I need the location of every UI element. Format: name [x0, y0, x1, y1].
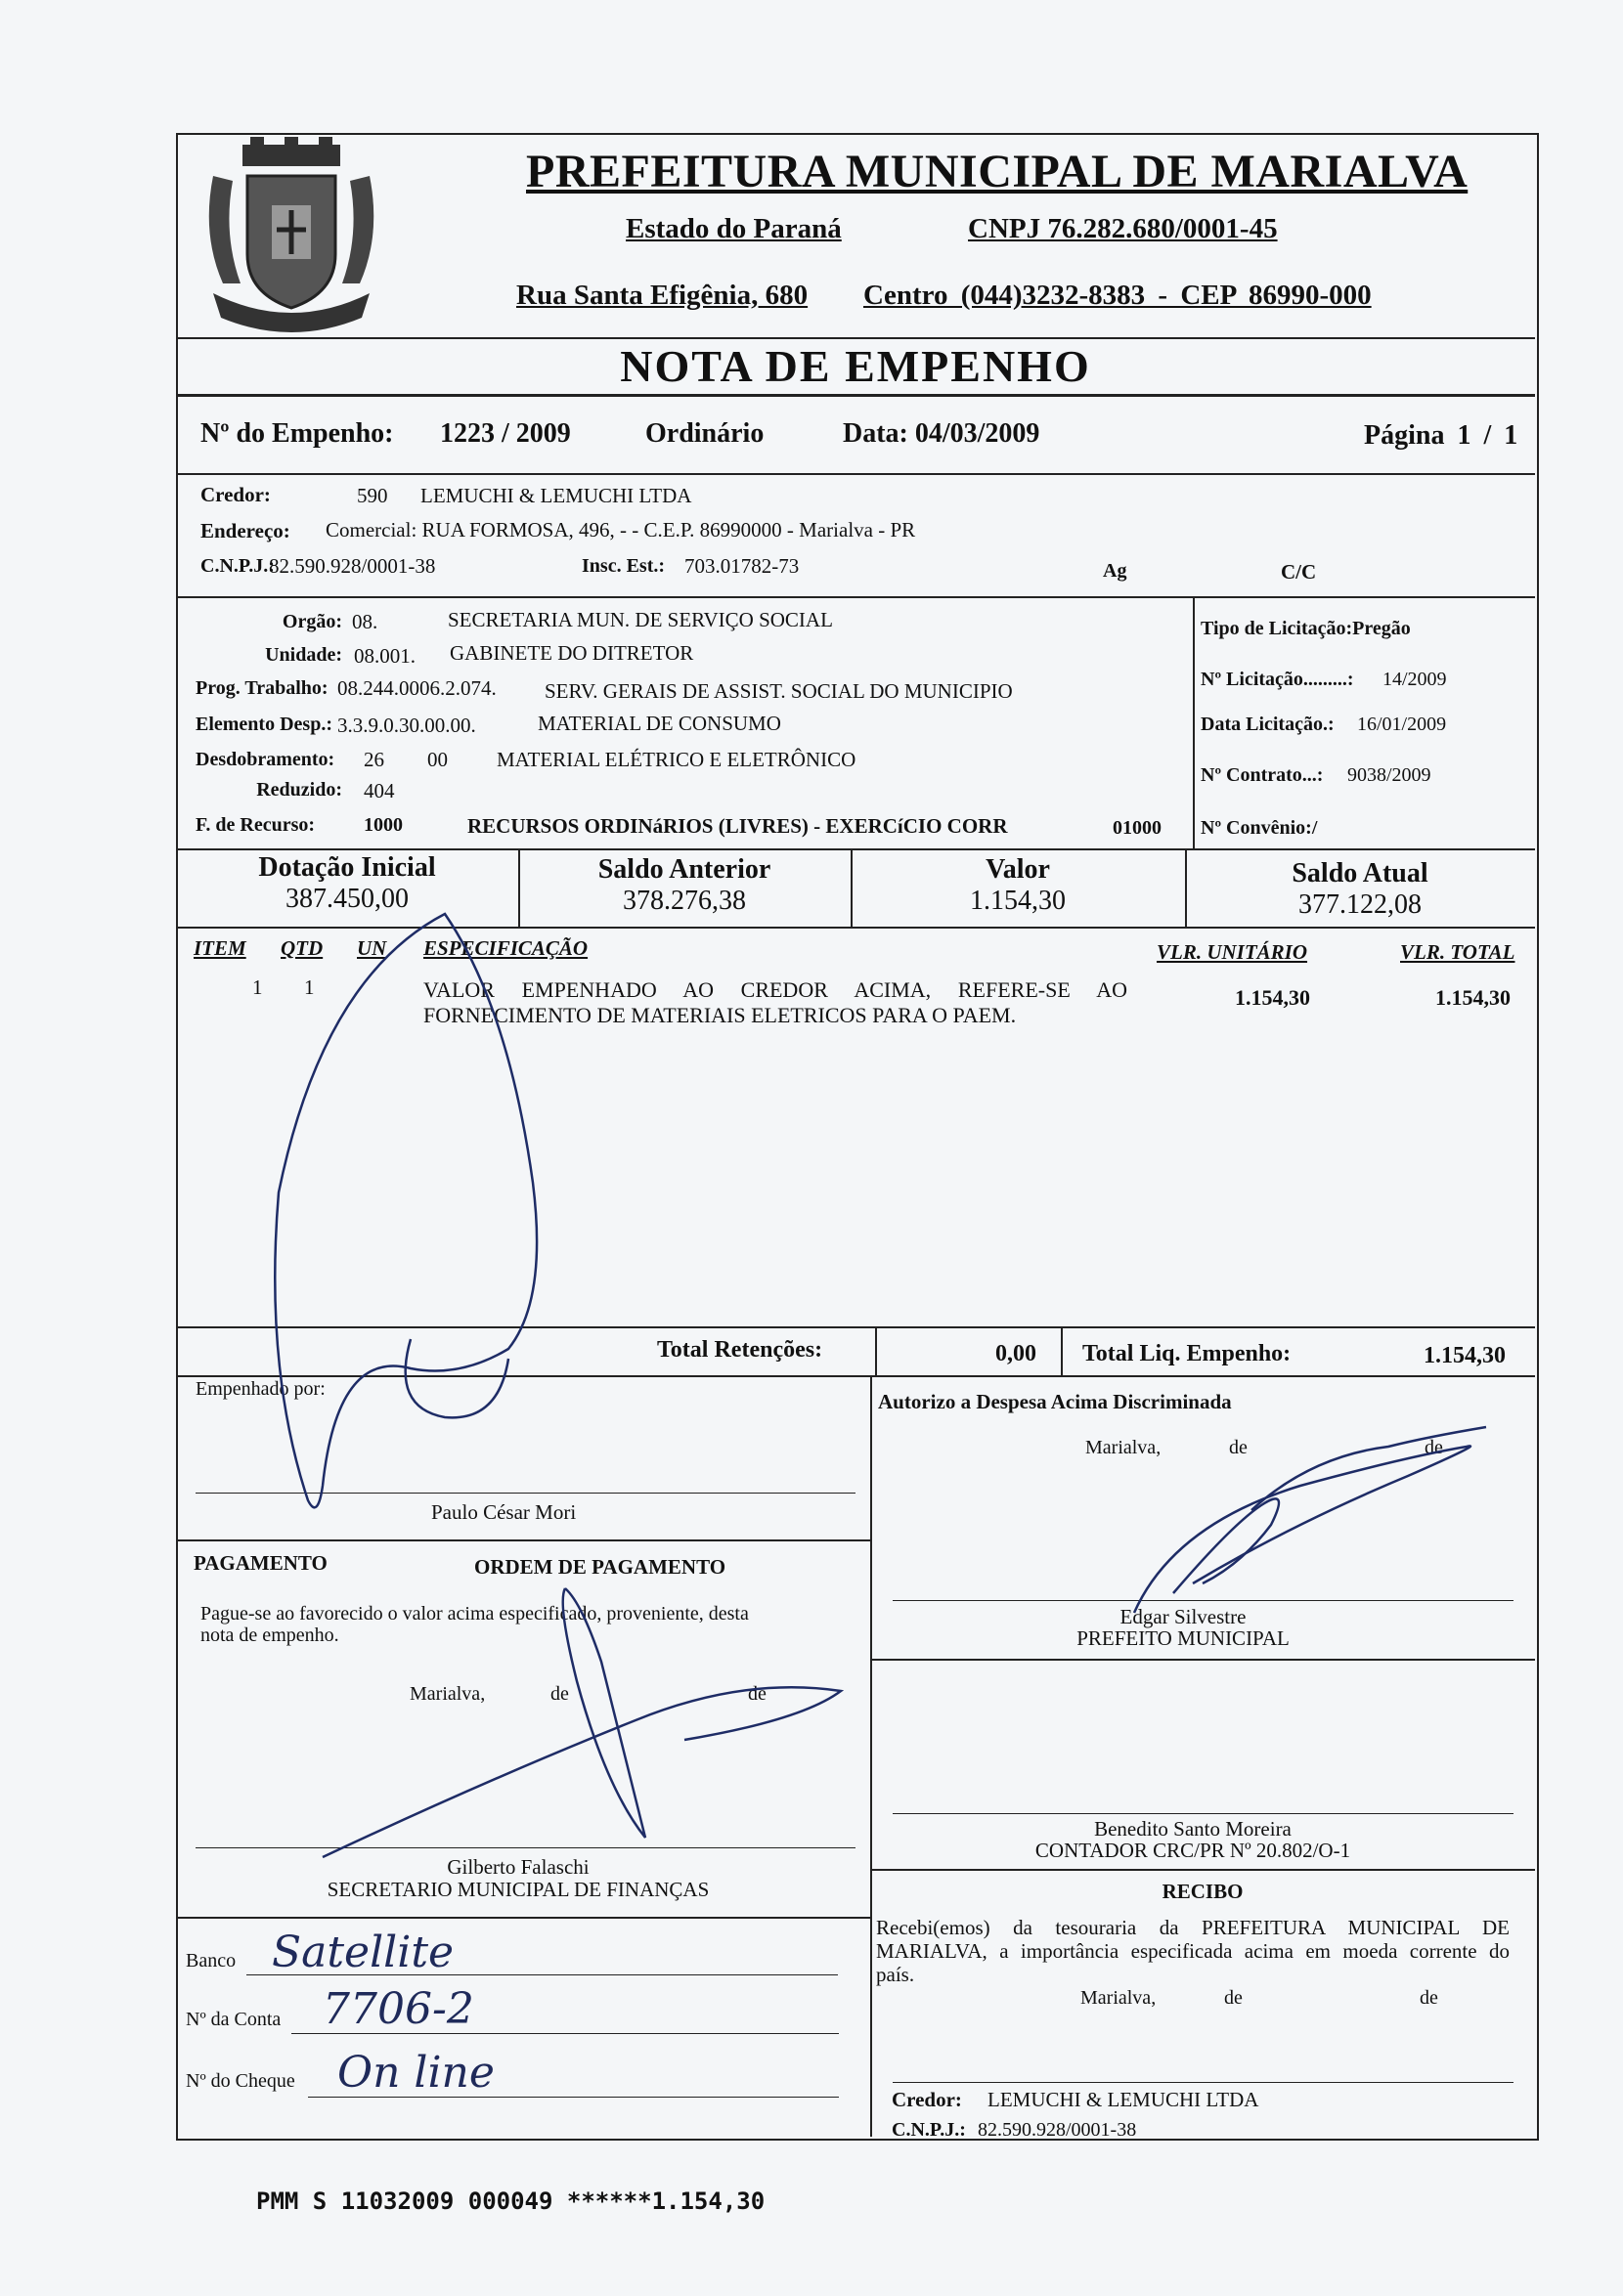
ag-label: Ag — [1103, 560, 1127, 582]
elemento-label: Elemento Desp.: — [196, 714, 332, 735]
dotacao-inicial: 387.450,00 — [285, 884, 409, 914]
col-unit-header: VLR. UNITÁRIO — [1157, 940, 1308, 964]
valor-label: Valor — [986, 854, 1050, 885]
credor-label: Credor: — [200, 483, 271, 506]
elemento-code: 3.3.9.0.30.00.00. — [337, 714, 476, 737]
item-qtd: 1 — [304, 975, 315, 999]
empenho-type: Ordinário — [645, 418, 765, 449]
recibo-text3: país. — [876, 1963, 915, 1986]
desdobramento-code2: 00 — [427, 748, 448, 771]
saldo-atual: 377.122,08 — [1298, 889, 1422, 920]
empenho-date: Data: 04/03/2009 — [843, 418, 1040, 449]
autorizo-cargo: PREFEITO MUNICIPAL — [1076, 1626, 1290, 1650]
recurso-label: F. de Recurso: — [196, 814, 316, 836]
pagamento-label: PAGAMENTO — [194, 1551, 328, 1575]
conta-label: Nº da Conta — [186, 2009, 282, 2030]
banco-value: Satellite — [272, 1928, 455, 1977]
recibo-cnpj-label: C.N.P.J.: — [892, 2119, 966, 2141]
orgao-label: Orgão: — [282, 611, 342, 632]
col-espec-header: ESPECIFICAÇÃO — [423, 936, 589, 960]
contador-name: Benedito Santo Moreira — [1094, 1817, 1292, 1841]
autorizo-de2: de — [1425, 1437, 1443, 1458]
recurso-code2: 01000 — [1113, 817, 1162, 839]
header-cnpj: CNPJ 76.282.680/0001-45 — [968, 213, 1278, 244]
desdobramento: MATERIAL ELÉTRICO E ELETRÔNICO — [497, 748, 856, 771]
recibo-cnpj: 82.590.928/0001-38 — [978, 2119, 1137, 2141]
saldo-atual-label: Saldo Atual — [1292, 858, 1428, 888]
cc-label: C/C — [1281, 560, 1317, 584]
contrato-label: Nº Contrato...: — [1201, 764, 1324, 786]
saldo-anterior: 378.276,38 — [623, 886, 746, 916]
recibo-credor: LEMUCHI & LEMUCHI LTDA — [987, 2088, 1259, 2111]
elemento: MATERIAL DE CONSUMO — [538, 712, 781, 735]
recibo-credor-label: Credor: — [892, 2088, 962, 2111]
header-address: Rua Santa Efigênia, 680 — [516, 280, 809, 311]
contrato: 9038/2009 — [1347, 764, 1431, 786]
item-unit-value: 1.154,30 — [1235, 985, 1310, 1010]
contador-cargo: CONTADOR CRC/PR Nº 20.802/O-1 — [1034, 1839, 1351, 1862]
autorizo-de1: de — [1229, 1437, 1248, 1458]
item-description-line2: FORNECIMENTO DE MATERIAIS ELETRICOS PARA O PAEM. — [423, 1003, 1017, 1027]
orgao-code: 08. — [352, 610, 378, 633]
col-un-header: UN — [357, 936, 387, 960]
liquido-label: Total Liq. Empenho: — [1082, 1341, 1292, 1366]
pagamento-de1: de — [550, 1683, 569, 1705]
desdobramento-label: Desdobramento: — [196, 749, 335, 770]
licitacao-number: 14/2009 — [1382, 669, 1447, 690]
reduzido: 404 — [364, 779, 395, 802]
licitacao-number-label: Nº Licitação.........: — [1201, 669, 1354, 690]
pagamento-text1: Pague-se ao favorecido o valor acima especificado, proveniente, desta — [200, 1603, 749, 1625]
col-total-header: VLR. TOTAL — [1400, 940, 1515, 964]
empenho-number: 1223 / 2009 — [440, 418, 571, 449]
prog-trabalho-code: 08.244.0006.2.074. — [337, 676, 497, 700]
insc-label: Insc. Est.: — [582, 555, 666, 577]
valor: 1.154,30 — [970, 886, 1066, 916]
unidade-label: Unidade: — [265, 644, 342, 666]
pagamento-de2: de — [748, 1683, 767, 1705]
header-title: PREFEITURA MUNICIPAL DE MARIALVA — [526, 146, 1469, 197]
col-item-header: ITEM — [194, 936, 246, 960]
pagamento-cargo: SECRETARIO MUNICIPAL DE FINANÇAS — [327, 1878, 710, 1901]
recibo-city: Marialva, — [1080, 1987, 1157, 2009]
dotacao-inicial-label: Dotação Inicial — [258, 852, 436, 883]
ordem-label: ORDEM DE PAGAMENTO — [474, 1555, 726, 1579]
item-description-line1: VALOR EMPENHADO AO CREDOR ACIMA, REFERE-SE AO — [423, 977, 1127, 1002]
licitacao-date: 16/01/2009 — [1357, 714, 1447, 735]
insc-est: 703.01782-73 — [684, 554, 800, 578]
autorizo-label: Autorizo a Despesa Acima Discriminada — [878, 1390, 1232, 1413]
prog-trabalho: SERV. GERAIS DE ASSIST. SOCIAL DO MUNICIPIO — [545, 679, 1013, 703]
licitacao-date-label: Data Licitação.: — [1201, 714, 1335, 735]
conta-value: 7706-2 — [323, 1984, 474, 2034]
stamp-line: PMM S 11032009 000049 ******1.154,30 — [256, 2188, 766, 2215]
recibo-text2: MARIALVA, a importância especificada acima em moeda corrente do — [876, 1939, 1510, 1963]
prog-trabalho-label: Prog. Trabalho: — [196, 677, 329, 699]
recurso: RECURSOS ORDINáRIOS (LIVRES) - EXERCíCIO CORR — [467, 814, 1008, 838]
credor-code: 590 — [357, 484, 388, 507]
item-total-value: 1.154,30 — [1435, 985, 1511, 1010]
convenio: Nº Convênio:/ — [1201, 817, 1318, 839]
header-district-phone: Centro (044)3232-8383 - CEP 86990-000 — [863, 280, 1372, 311]
endereco: Comercial: RUA FORMOSA, 496, - - C.E.P. 86990000 - Marialva - PR — [326, 518, 916, 542]
recibo-title: RECIBO — [1162, 1880, 1244, 1903]
col-qtd-header: QTD — [281, 936, 324, 960]
empenhado-label: Empenhado por: — [196, 1378, 326, 1400]
saldo-anterior-label: Saldo Anterior — [597, 854, 771, 885]
recibo-text1: Recebi(emos) da tesouraria da PREFEITURA MUNICIPAL DE — [876, 1916, 1510, 1939]
recibo-de1: de — [1224, 1987, 1243, 2009]
pagamento-text2: nota de empenho. — [200, 1625, 339, 1646]
banco-label: Banco — [186, 1950, 237, 1971]
cheque-value: On line — [337, 2048, 495, 2098]
retencoes: 0,00 — [995, 1341, 1036, 1366]
licitacao-type: Tipo de Licitação:Pregão — [1201, 618, 1411, 639]
cheque-label: Nº do Cheque — [186, 2070, 295, 2092]
recurso-code: 1000 — [364, 814, 403, 836]
empenho-number-label: Nº do Empenho: — [200, 418, 394, 449]
empenhado-name: Paulo César Mori — [431, 1500, 577, 1524]
autorizo-city: Marialva, — [1085, 1437, 1162, 1458]
orgao: SECRETARIA MUN. DE SERVIÇO SOCIAL — [448, 608, 833, 631]
credor-cnpj: 82.590.928/0001-38 — [269, 554, 436, 578]
document-title: NOTA DE EMPENHO — [620, 341, 1091, 391]
pagamento-city: Marialva, — [410, 1683, 486, 1705]
pagamento-name: Gilberto Falaschi — [447, 1855, 590, 1879]
credor-cnpj-label: C.N.P.J.: — [200, 555, 275, 577]
credor-name: LEMUCHI & LEMUCHI LTDA — [420, 484, 692, 507]
retencoes-label: Total Retenções: — [657, 1337, 823, 1363]
reduzido-label: Reduzido: — [256, 779, 342, 801]
desdobramento-code1: 26 — [364, 748, 384, 771]
recibo-de2: de — [1420, 1987, 1438, 2009]
endereco-label: Endereço: — [200, 519, 290, 542]
unidade-code: 08.001. — [354, 644, 416, 668]
liquido: 1.154,30 — [1424, 1343, 1506, 1368]
item-number: 1 — [252, 975, 263, 999]
unidade: GABINETE DO DITRETOR — [450, 641, 694, 665]
page-number: Página 1 / 1 — [1364, 420, 1518, 451]
autorizo-name: Edgar Silvestre — [1119, 1605, 1247, 1628]
header-state: Estado do Paraná — [626, 213, 842, 244]
